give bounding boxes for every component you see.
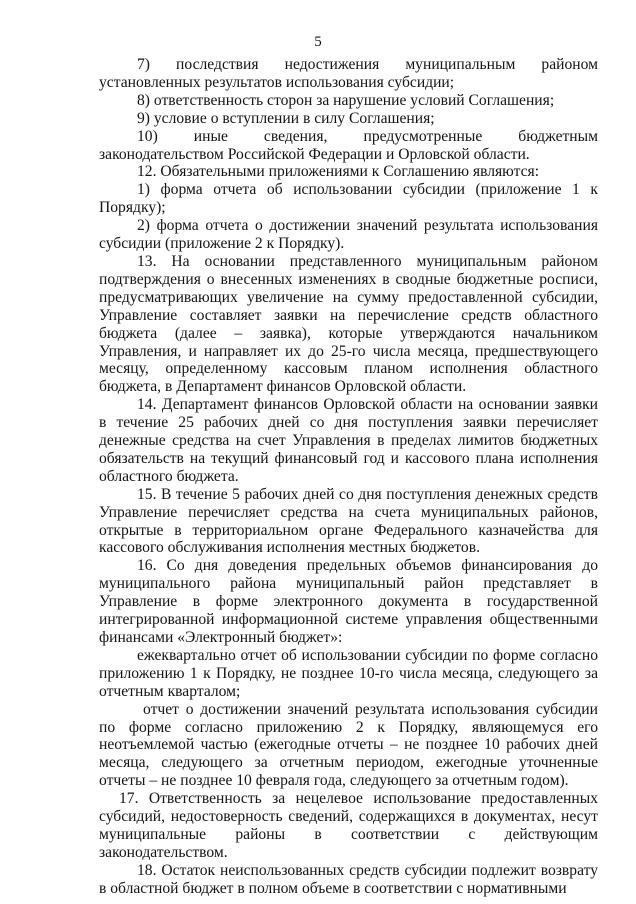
page-number: 5 — [314, 34, 322, 50]
paragraph-14: 14. Департамент финансов Орловской области на основании заявки в течение 25 рабочих дней со дня поступления заявки перечисляет денежные средства на счет Управления в пределах лимитов бюджетных обязательств на текущий финансовый год и кассового плана исполнения областного бюджета. — [99, 396, 598, 485]
paragraph-16-item-1: ежеквартально отчет об использовании субсидии по форме согласно приложению 1 к Порядку, не позднее 10-го числа месяца, следующего за отчетным кварталом; — [99, 646, 598, 700]
paragraph-8: 8) ответственность сторон за нарушение условий Соглашения; — [137, 91, 555, 109]
paragraph-17: 17. Ответственность за нецелевое использование предоставленных субсидий, недостоверность сведений, содержащихся в документах, несут муниципальные районы в соответствии с действующим законодательством. — [99, 790, 598, 861]
paragraph-10: 10) иные сведения, предусмотренные бюджетным законодательством Российской Федерации и Орловской области. — [99, 127, 598, 163]
paragraph-13: 13. На основании представленного муниципальным районом подтверждения о внесенных изменениях в сводные бюджетные росписи, предусматривающих увеличение на сумму предоставленной субсидии, Управление составляет заявки на перечисление средств областного бюджета (далее – заявка), которые утверждаются начальником Управления, и направляет их до 25-го числа месяца, предшествующего месяцу, определенному кассовым планом исполнения областного бюджета, в Департамент финансов Орловской области. — [99, 252, 598, 396]
paragraph-16: 16. Со дня доведения предельных объемов финансирования до муниципального района муниципальный район представляет в Управление в форме электронного документа в государственной интегрированной информационной системе управления общественными финансами «Электронный бюджет»: — [99, 557, 598, 646]
paragraph-7: 7) последствия недостижения муниципальным районом установленных результатов использования субсидии; — [99, 56, 598, 91]
document-body — [99, 56, 598, 898]
paragraph-12-item-2: 2) форма отчета о достижении значений результата использования субсидии (приложение 2 к Порядку). — [99, 217, 598, 253]
paragraph-15: 15. В течение 5 рабочих дней со дня поступления денежных средств Управление перечисляет средства на счета муниципальных районов, открытые в территориальном органе Федерального казначейства для кассового обслуживания исполнения местных бюджетов. — [99, 485, 598, 557]
paragraph-16-item-2: отчет о достижении значений результата использования субсидии по форме согласно приложению 2 к Порядку, являющемуся его неотъемлемой частью (ежегодные отчеты – не позднее 10 рабочих дней месяца, следующего за отчетным периодом, ежегодные уточненные отчеты – не позднее 10 февраля года, следующего за отчетным годом). — [99, 700, 598, 790]
paragraph-12-item-1: 1) форма отчета об использовании субсидии (приложение 1 к Порядку); — [99, 181, 598, 217]
paragraph-18: 18. Остаток неиспользованных средств субсидии подлежит возврату в областной бюджет в полном объеме в соответствии с нормативными — [99, 861, 598, 897]
paragraph-12: 12. Обязательными приложениями к Соглашению являются: — [137, 163, 540, 181]
paragraph-9: 9) условие о вступлении в силу Соглашения; — [137, 109, 435, 127]
